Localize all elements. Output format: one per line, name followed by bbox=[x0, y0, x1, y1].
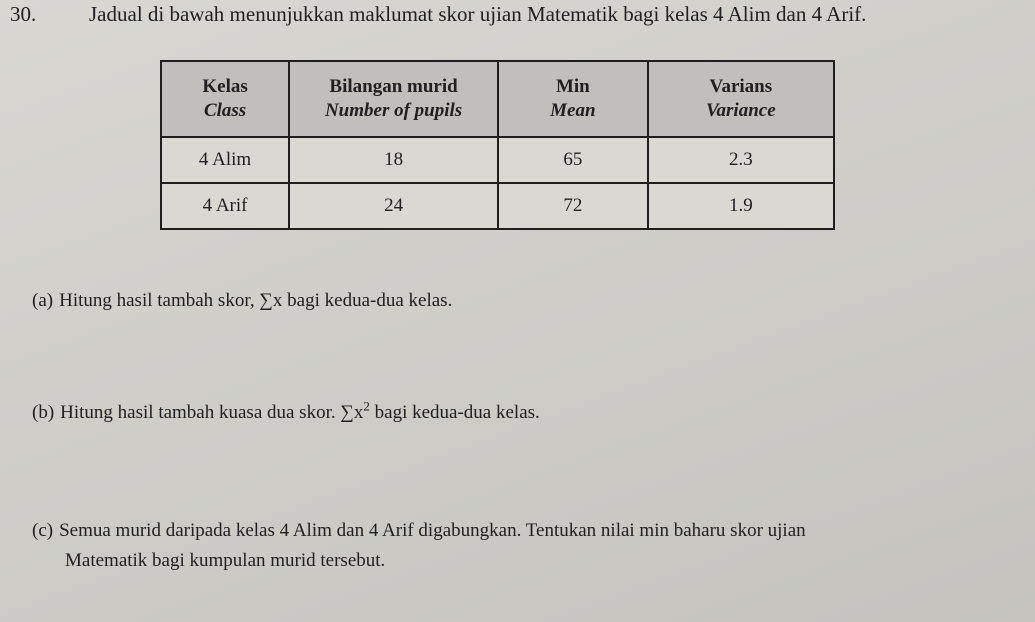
header-pupils-malay: Bilangan murid bbox=[329, 76, 458, 97]
part-b-text-before: Hitung hasil tambah kuasa dua skor. ∑x bbox=[60, 402, 364, 423]
header-class-english: Class bbox=[203, 100, 247, 121]
cell-pupils: 24 bbox=[289, 183, 498, 229]
header-variance-malay: Varians bbox=[709, 76, 773, 97]
question-intro: Jadual di bawah menunjukkan maklumat skor ujian Matematik bagi kelas 4 Alim dan 4 Arif. bbox=[89, 2, 867, 26]
cell-variance: 1.9 bbox=[648, 183, 834, 229]
header-mean bbox=[498, 61, 648, 137]
cell-class: 4 Arif bbox=[161, 183, 289, 229]
table-row bbox=[161, 137, 834, 183]
table-row bbox=[161, 183, 834, 229]
part-c-label: (c) bbox=[32, 520, 54, 541]
question-number: 30. bbox=[10, 2, 37, 26]
header-mean-english: Mean bbox=[550, 100, 596, 121]
part-b-text-after: bagi kedua-dua kelas. bbox=[369, 402, 540, 423]
cell-mean: 65 bbox=[498, 137, 648, 183]
cell-mean: 72 bbox=[498, 183, 648, 229]
table-header-row bbox=[161, 61, 834, 137]
part-c-line1: Semua murid daripada kelas 4 Alim dan 4 Arif digabungkan. Tentukan nilai min baharu skor ujian bbox=[59, 520, 806, 541]
header-variance-english: Variance bbox=[705, 100, 776, 121]
part-a-text: Hitung hasil tambah skor, ∑x bagi kedua-dua kelas. bbox=[59, 290, 453, 311]
header-variance bbox=[648, 61, 834, 137]
cell-variance: 2.3 bbox=[648, 137, 834, 183]
header-pupils-english: Number of pupils bbox=[324, 100, 463, 121]
part-a bbox=[32, 290, 452, 312]
part-b-superscript: 2 bbox=[363, 398, 370, 414]
part-a-label: (a) bbox=[32, 290, 54, 311]
cell-class: 4 Alim bbox=[161, 137, 289, 183]
header-class bbox=[161, 61, 289, 137]
data-table bbox=[160, 60, 835, 230]
header-mean-malay: Min bbox=[555, 76, 590, 97]
part-b-label: (b) bbox=[32, 402, 55, 423]
part-c-line2: Matematik bagi kumpulan murid tersebut. bbox=[65, 550, 386, 571]
part-b bbox=[32, 398, 540, 424]
header-pupils bbox=[289, 61, 498, 137]
cell-pupils: 18 bbox=[289, 137, 498, 183]
header-class-malay: Kelas bbox=[202, 76, 248, 97]
part-c bbox=[32, 516, 806, 576]
